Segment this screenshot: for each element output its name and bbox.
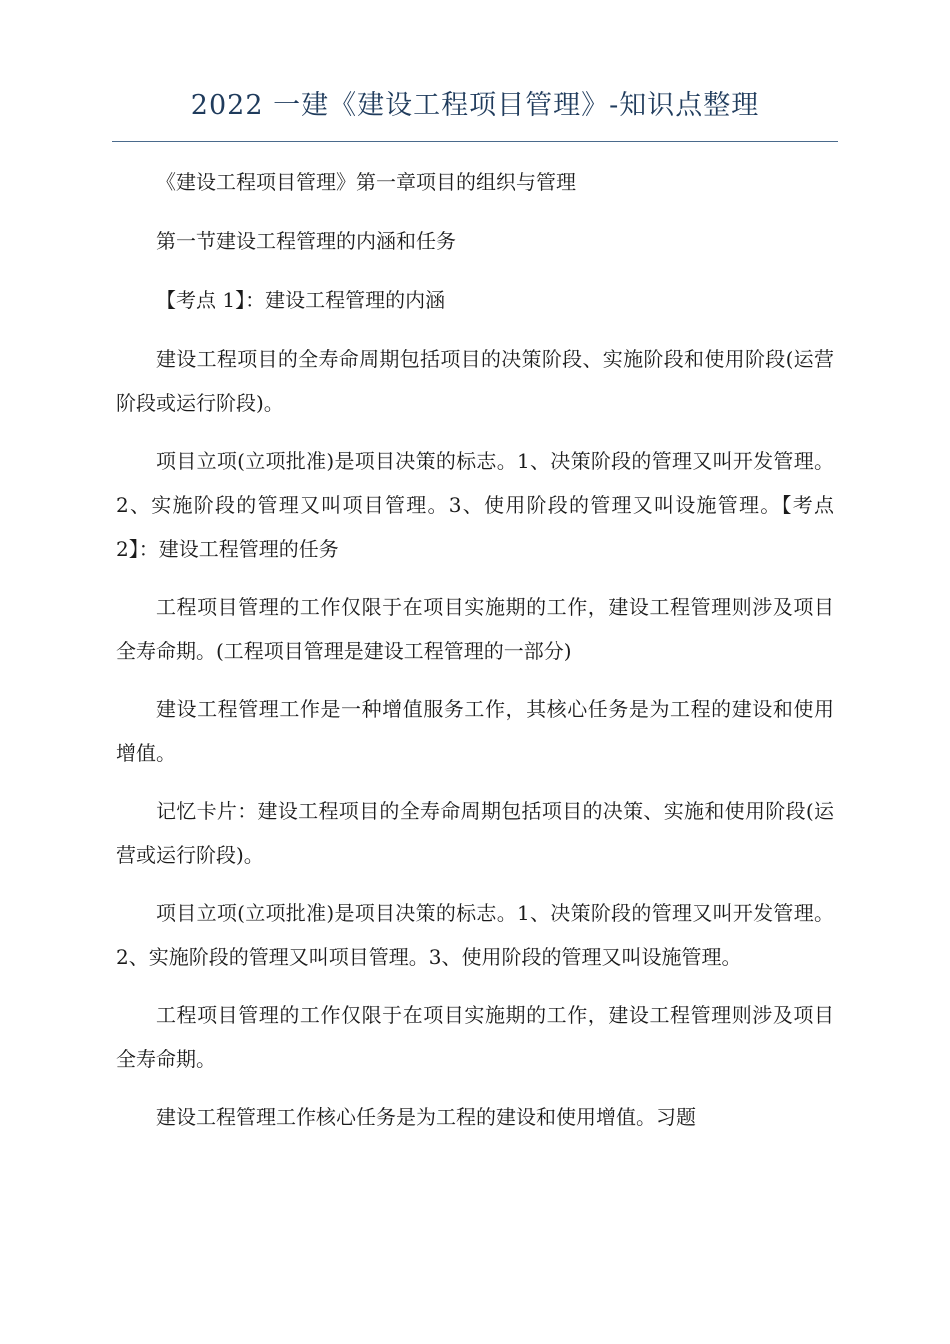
paragraph-key-point-1: 【考点 1】：建设工程管理的内涵 <box>156 288 446 312</box>
paragraph-lifecycle: 建设工程项目的全寿命周期包括项目的决策阶段、实施阶段和使用阶段(运营阶段或运行阶段)。 <box>116 347 834 415</box>
paragraph-scope: 工程项目管理的工作仅限于在项目实施期的工作，建设工程管理则涉及项目全寿命期。(工程项目管理是建设工程管理的一部分) <box>116 595 834 663</box>
paragraph-section-heading: 第一节建设工程管理的内涵和任务 <box>156 229 456 253</box>
document-body <box>116 160 834 1139</box>
title-divider <box>112 141 838 142</box>
paragraph-scope-repeat: 工程项目管理的工作仅限于在项目实施期的工作，建设工程管理则涉及项目全寿命期。 <box>116 1003 834 1071</box>
paragraph-project-approval: 项目立项(立项批准)是项目决策的标志。1、决策阶段的管理又叫开发管理。2、实施阶段的管理又叫项目管理。3、使用阶段的管理又叫设施管理。【考点 2】：建设工程管理的任务 <box>116 449 834 561</box>
paragraph-chapter-heading: 《建设工程项目管理》第一章项目的组织与管理 <box>156 170 576 194</box>
paragraph-project-approval-repeat: 项目立项(立项批准)是项目决策的标志。1、决策阶段的管理又叫开发管理。2、实施阶段的管理又叫项目管理。3、使用阶段的管理又叫设施管理。 <box>116 901 834 969</box>
page-title: 2022 一建《建设工程项目管理》-知识点整理 <box>190 90 760 121</box>
paragraph-core-task: 建设工程管理工作是一种增值服务工作，其核心任务是为工程的建设和使用增值。 <box>116 697 834 765</box>
paragraph-memory-card: 记忆卡片：建设工程项目的全寿命周期包括项目的决策、实施和使用阶段(运营或运行阶段)。 <box>116 799 834 867</box>
paragraph-core-task-repeat: 建设工程管理工作核心任务是为工程的建设和使用增值。习题 <box>156 1105 696 1129</box>
